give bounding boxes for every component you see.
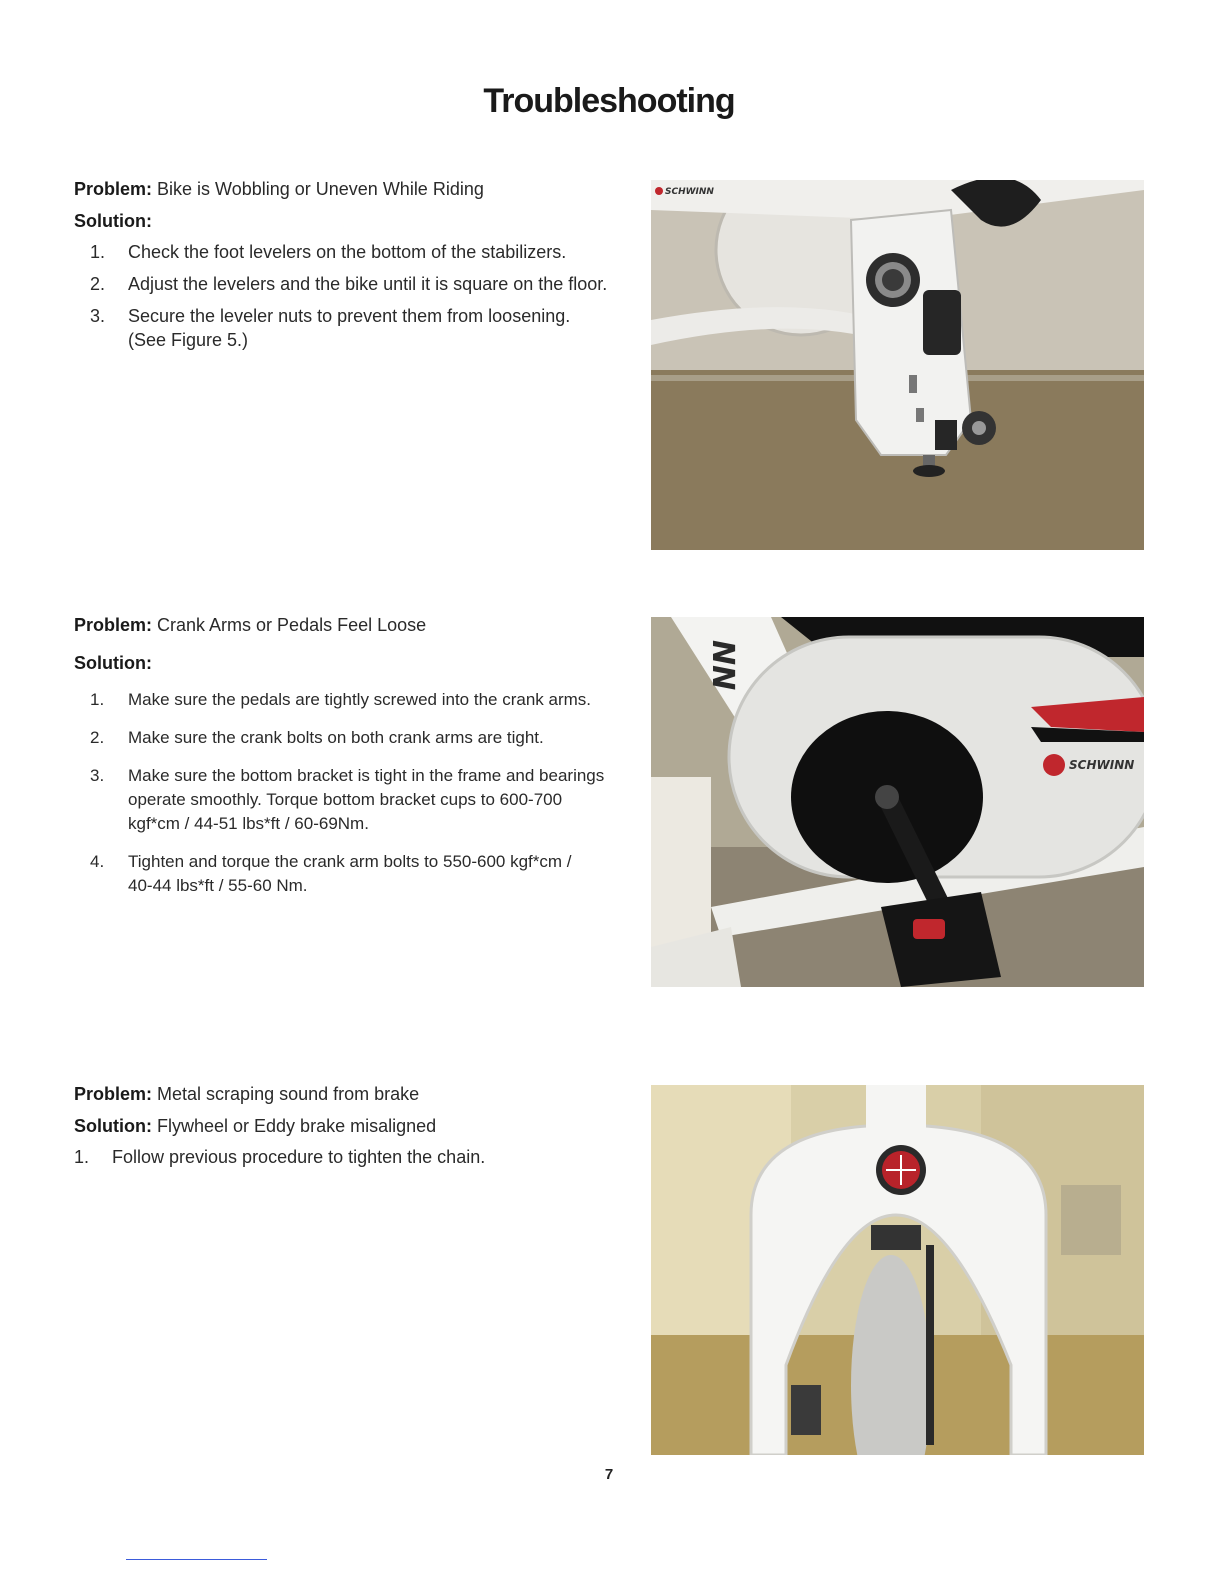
- step-text: Adjust the levelers and the bike until it is square on the floor.: [128, 274, 608, 294]
- step-text: Secure the leveler nuts to prevent them from loosening. (See Figure 5.): [128, 306, 571, 350]
- troubleshooting-section-2: [74, 612, 614, 898]
- solution-label: Solution:: [74, 1116, 152, 1136]
- solution-steps: [74, 240, 614, 352]
- step-number: 2.: [90, 728, 105, 747]
- problem-label: Problem:: [74, 1084, 153, 1104]
- step-number: 3.: [90, 766, 105, 785]
- problem-text: Metal scraping sound from brake: [157, 1084, 420, 1104]
- frame-lettering: NN: [705, 640, 740, 691]
- problem-line: [74, 1081, 614, 1107]
- step-item: [74, 764, 614, 836]
- step-item: [74, 688, 614, 712]
- photo-foot-leveler: [651, 180, 1144, 550]
- problem-label: Problem:: [74, 179, 153, 199]
- troubleshooting-section-3: [74, 1081, 614, 1169]
- solution-steps: [74, 688, 614, 898]
- step-number: 1.: [90, 242, 106, 262]
- step-item: [74, 304, 614, 352]
- step-number: 2.: [90, 274, 106, 294]
- brake-flywheel-illustration: [651, 1085, 1144, 1455]
- page-title: Troubleshooting: [483, 82, 735, 120]
- problem-text: Crank Arms or Pedals Feel Loose: [157, 615, 427, 635]
- brand-label: SCHWINN: [1069, 758, 1135, 772]
- step-number: 1.: [90, 690, 105, 709]
- solution-line: [74, 208, 614, 234]
- step-number: 1.: [74, 1147, 90, 1167]
- step-item: [74, 726, 614, 750]
- step-text: Make sure the pedals are tightly screwed into the crank arms.: [128, 690, 591, 709]
- solution-text: Flywheel or Eddy brake misaligned: [157, 1116, 437, 1136]
- step-item: [74, 1145, 614, 1169]
- solution-line: [74, 650, 614, 676]
- problem-line: [74, 612, 614, 638]
- step-item: [74, 240, 614, 264]
- footer-rule: [126, 1559, 267, 1560]
- page-number: 7: [604, 1466, 614, 1483]
- brand-label: SCHWINN: [665, 187, 714, 197]
- step-number: 3.: [90, 306, 106, 326]
- problem-text: Bike is Wobbling or Uneven While Riding: [157, 179, 484, 199]
- step-text: Make sure the crank bolts on both crank arms are tight.: [128, 728, 544, 747]
- brand-logo-icon: [1043, 754, 1065, 776]
- problem-line: [74, 176, 614, 202]
- problem-label: Problem:: [74, 615, 153, 635]
- step-text: Tighten and torque the crank arm bolts to 550-600 kgf*cm / 40-44 lbs*ft / 55-60 Nm.: [128, 852, 572, 895]
- solution-steps: [74, 1145, 614, 1169]
- step-text: Check the foot levelers on the bottom of the stabilizers.: [128, 242, 567, 262]
- brand-logo-icon: [655, 187, 663, 195]
- solution-label: Solution:: [74, 653, 152, 673]
- step-item: [74, 272, 614, 296]
- step-number: 4.: [90, 852, 105, 871]
- crank-arm-illustration: [651, 617, 1144, 987]
- step-text: Make sure the bottom bracket is tight in the frame and bearings operate smoothly. Torque bottom bracket cups to 600-700 kgf*cm / 44-51 lbs*ft / 60-69Nm.: [128, 766, 605, 833]
- troubleshooting-section-1: [74, 176, 614, 352]
- foot-leveler-illustration: [651, 180, 1144, 550]
- photo-crank-arm: [651, 617, 1144, 987]
- step-item: [74, 850, 614, 898]
- photo-brake-flywheel: [651, 1085, 1144, 1455]
- step-text: Follow previous procedure to tighten the chain.: [112, 1147, 486, 1167]
- solution-label: Solution:: [74, 211, 152, 231]
- solution-line: [74, 1113, 614, 1139]
